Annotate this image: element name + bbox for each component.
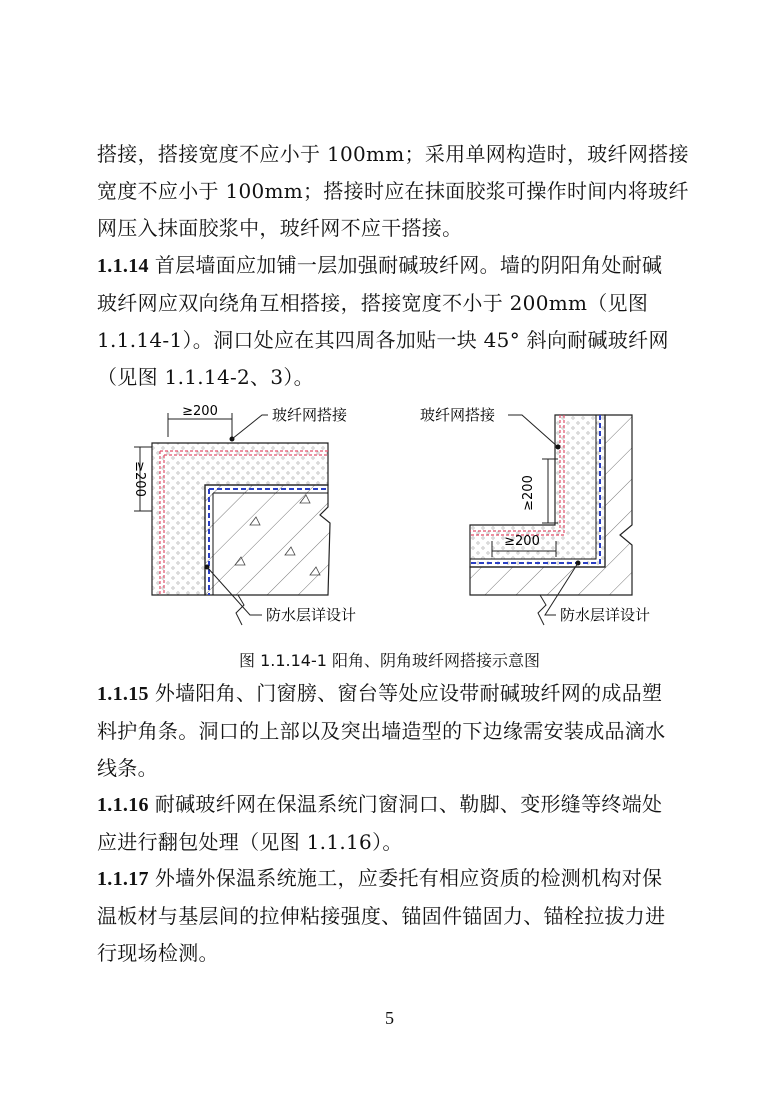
text-line: 搭接，搭接宽度不应小于 100mm；采用单网构造时，玻纤网搭接 xyxy=(97,142,689,166)
dim-vertical-label: ≥200 xyxy=(521,475,536,511)
dim-horizontal-label: ≥200 xyxy=(504,534,540,549)
text-line: 宽度不应小于 100mm；搭接时应在抹面胶浆可操作时间内将玻纤 xyxy=(97,179,689,203)
figure-corner-mesh-lap xyxy=(0,395,779,640)
page-number: 5 xyxy=(385,1008,394,1028)
text-line: 温板材与基层间的拉伸粘接强度、锚固件锚固力、锚栓拉拔力进 xyxy=(97,904,666,928)
text-line: 1.1.14-1）。洞口处应在其四周各加贴一块 45° 斜向耐碱玻纤网 xyxy=(97,328,669,352)
text-line: 玻纤网应双向绕角互相搭接，搭接宽度不小于 200mm（见图 xyxy=(97,291,649,315)
text-line: 外墙阳角、门窗膀、窗台等处应设带耐碱玻纤网的成品塑 xyxy=(154,681,663,705)
text-line: 耐碱玻纤网在保温系统门窗洞口、勒脚、变形缝等终端处 xyxy=(154,792,663,816)
left-diagram-external-corner xyxy=(132,404,356,625)
text-line: 线条。 xyxy=(97,756,158,780)
clause-1-1-15 xyxy=(97,675,697,787)
text-line: 料护角条。洞口的上部以及突出墙造型的下边缘需安装成品滴水 xyxy=(97,719,666,743)
dim-top-label: ≥200 xyxy=(182,404,218,419)
text-line: 应进行翻包处理（见图 1.1.16）。 xyxy=(97,830,403,854)
label-waterproof: 防水层详设计 xyxy=(560,606,651,624)
text-line: 网压入抹面胶浆中，玻纤网不应干搭接。 xyxy=(97,216,463,240)
dim-side-label: ≥200 xyxy=(132,461,147,497)
paragraph-continued xyxy=(97,136,697,247)
clause-1-1-17 xyxy=(97,860,697,972)
label-mesh-lap: 玻纤网搭接 xyxy=(272,406,348,424)
label-mesh-lap: 玻纤网搭接 xyxy=(420,406,496,424)
text-line: 行现场检测。 xyxy=(97,941,219,965)
clause-number: 1.1.16 xyxy=(97,794,149,816)
right-diagram-internal-corner xyxy=(420,406,650,625)
clause-1-1-14 xyxy=(97,247,697,396)
text-line: （见图 1.1.14-2、3）。 xyxy=(97,365,314,389)
clause-number: 1.1.15 xyxy=(97,683,149,705)
clause-1-1-16 xyxy=(97,786,697,861)
figure-caption: 图 1.1.14-1 阳角、阴角玻纤网搭接示意图 xyxy=(238,651,541,670)
clause-number: 1.1.17 xyxy=(97,868,149,890)
label-waterproof: 防水层详设计 xyxy=(266,606,357,624)
text-line: 外墙外保温系统施工，应委托有相应资质的检测机构对保 xyxy=(154,866,663,890)
text-line: 首层墙面应加铺一层加强耐碱玻纤网。墙的阴阳角处耐碱 xyxy=(154,253,663,277)
clause-number: 1.1.14 xyxy=(97,255,149,277)
